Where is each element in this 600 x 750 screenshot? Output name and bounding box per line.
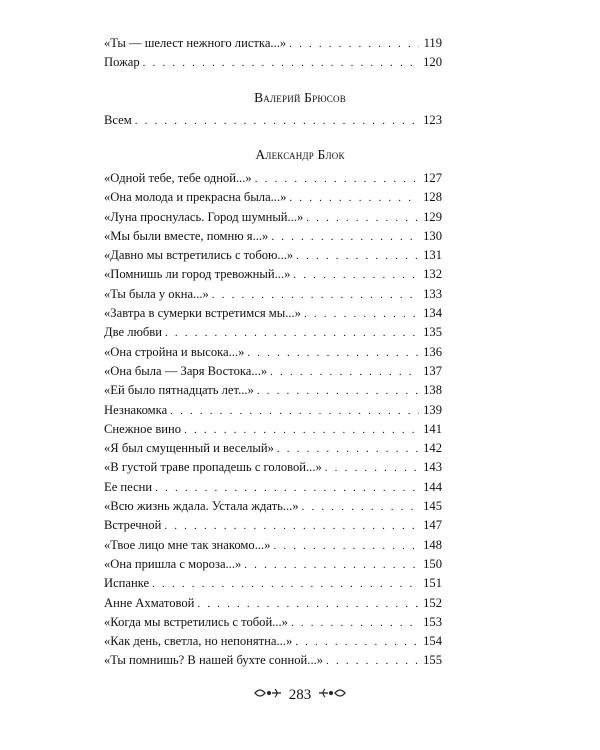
toc-dot-leader (165, 324, 419, 343)
toc-entry-page: 137 (423, 363, 442, 378)
toc-entry (104, 497, 442, 516)
toc-entry-page: 131 (423, 248, 442, 263)
toc-dot-leader (277, 440, 419, 459)
toc-entry-title: «Луна проснулась. Город шумный...» (104, 209, 304, 224)
toc-dot-leader (152, 575, 419, 594)
toc-entry-title: «Одной тебе, тебе одной...» (104, 171, 252, 185)
toc-entry-page: 127 (423, 171, 442, 185)
ornament-left-icon (253, 686, 283, 704)
toc-entry-page: 130 (423, 228, 442, 243)
toc-entry-title: «Твое лицо мне так знакомо...» (104, 537, 271, 552)
toc-section-bryusov (104, 111, 442, 130)
toc-dot-leader (197, 595, 419, 614)
toc-entry-title: «Мы были вместе, помню я...» (104, 228, 269, 243)
toc-entry-title: Ее песни (104, 479, 153, 494)
toc-entry (104, 420, 442, 439)
toc-entry (104, 458, 442, 477)
ornament-right-icon (317, 686, 347, 704)
toc-entry-title: «Когда мы встретились с тобой...» (104, 614, 288, 629)
page-footer (0, 686, 600, 704)
toc-entry-title: «Ей было пятнадцать лет...» (104, 383, 254, 398)
toc-dot-leader (184, 421, 419, 440)
toc-entry-title: «Ты помнишь? В нашей бухте сонной...» (104, 653, 324, 668)
toc-entry-title: «Помнишь ли город тревожный...» (104, 267, 291, 282)
toc-entry (104, 478, 442, 497)
toc-section-top (104, 34, 442, 73)
toc-entry-page: 154 (423, 634, 442, 649)
toc-entry-page: 144 (423, 479, 442, 494)
author-heading-blok: Александр Блок (255, 147, 345, 162)
toc-dot-leader (257, 382, 419, 401)
toc-dot-leader (326, 652, 419, 671)
toc-entry (104, 188, 442, 207)
toc-entry-page: 145 (423, 499, 442, 514)
toc-entry-title: Всем (104, 113, 132, 127)
toc-entry-page: 133 (423, 286, 442, 301)
toc-entry (104, 285, 442, 304)
toc-entry-page: 143 (423, 460, 442, 475)
toc-entry (104, 401, 442, 420)
toc-entry (104, 323, 442, 342)
toc-entry-title: Снежное вино (104, 421, 182, 436)
toc-entry-title: «Она стройна и высока...» (104, 344, 245, 359)
toc-entry-title: «Она была — Заря Востока...» (104, 363, 268, 378)
toc-entry-page: 123 (423, 113, 442, 127)
page-number: 283 (288, 686, 312, 703)
toc-entry-page: 150 (423, 556, 442, 571)
toc-entry (104, 439, 442, 458)
toc-entry-title: Встречной (104, 518, 162, 533)
toc-entry-page: 134 (423, 306, 442, 321)
toc-entry (104, 651, 442, 670)
author-heading-bryusov: Валерий Брюсов (254, 90, 346, 105)
toc-section-blok (104, 169, 442, 671)
toc-dot-leader (291, 614, 419, 633)
toc-entry-page: 136 (423, 344, 442, 359)
toc-entry-title: «Ты была у окна...» (104, 286, 209, 301)
toc-entry-page: 155 (423, 653, 442, 668)
toc-entry (104, 381, 442, 400)
toc-entry (104, 362, 442, 381)
toc-dot-leader (271, 228, 419, 247)
toc-entry (104, 536, 442, 555)
toc-entry-title: «Завтра в сумерки встретимся мы...» (104, 306, 301, 321)
toc-dot-leader (135, 112, 419, 131)
toc-entry (104, 632, 442, 651)
toc-entry (104, 304, 442, 323)
toc-dot-leader (289, 189, 419, 208)
toc-dot-leader (306, 209, 419, 228)
toc-entry (104, 34, 442, 53)
toc-dot-leader (244, 556, 419, 575)
toc-entry (104, 265, 442, 284)
toc-entry (104, 169, 442, 188)
toc-entry (104, 516, 442, 535)
toc-entry-title: «Ты — шелест нежного листка...» (104, 36, 287, 50)
toc-entry-page: 138 (423, 383, 442, 398)
toc-entry-page: 147 (423, 518, 442, 533)
toc-entry-title: Пожар (104, 55, 140, 70)
toc-entry-page: 128 (423, 190, 442, 205)
toc-entry-page: 139 (423, 402, 442, 417)
toc-dot-leader (293, 266, 419, 285)
toc-dot-leader (295, 633, 419, 652)
toc-entry-title: «Я был смущенный и веселый» (104, 441, 274, 456)
toc-entry-page: 142 (423, 441, 442, 456)
toc-entry-title: «Давно мы встретились с тобою...» (104, 248, 294, 263)
toc-entry (104, 208, 442, 227)
toc-entry (104, 53, 442, 72)
toc-dot-leader (289, 35, 419, 54)
toc-dot-leader (273, 537, 419, 556)
toc-dot-leader (212, 286, 419, 305)
toc-dot-leader (155, 479, 419, 498)
toc-entry-title: Анне Ахматовой (104, 595, 195, 610)
toc-entry-title: «Она молода и прекрасна была...» (104, 190, 287, 205)
toc-entry (104, 227, 442, 246)
toc-dot-leader (270, 363, 419, 382)
toc-entry-page: 141 (423, 421, 442, 436)
toc-dot-leader (170, 402, 419, 421)
toc-entry-page: 129 (423, 209, 442, 224)
toc-entry-page: 148 (423, 537, 442, 552)
toc-dot-leader (255, 170, 419, 189)
toc-entry-title: «Она пришла с мороза...» (104, 556, 242, 571)
toc-entry (104, 246, 442, 265)
toc-entry-page: 120 (423, 55, 442, 70)
toc-dot-leader (143, 54, 419, 73)
toc-entry-page: 153 (423, 614, 442, 629)
toc-entry-title: «Всю жизнь ждала. Устала ждать...» (104, 499, 299, 514)
toc-entry-page: 119 (423, 36, 442, 50)
toc-entry-page: 151 (423, 576, 442, 591)
toc-entry (104, 594, 442, 613)
toc-entry-page: 132 (423, 267, 442, 282)
toc-entry (104, 574, 442, 593)
toc-entry-title: Незнакомка (104, 402, 168, 417)
toc-entry (104, 613, 442, 632)
toc-entry (104, 555, 442, 574)
toc-dot-leader (247, 344, 419, 363)
toc-entry-title: Испанке (104, 576, 150, 591)
toc-entry (104, 111, 442, 130)
toc-dot-leader (302, 498, 419, 517)
toc-entry-title: «В густой траве пропадешь с головой...» (104, 460, 322, 475)
toc-dot-leader (296, 247, 419, 266)
toc-dot-leader (325, 459, 419, 478)
toc-entry-title: «Как день, светла, но непонятна...» (104, 634, 293, 649)
toc-entry-page: 152 (423, 595, 442, 610)
toc-dot-leader (304, 305, 419, 324)
toc-dot-leader (164, 517, 419, 536)
toc-entry (104, 343, 442, 362)
toc-entry-title: Две любви (104, 325, 162, 340)
toc-entry-page: 135 (423, 325, 442, 340)
